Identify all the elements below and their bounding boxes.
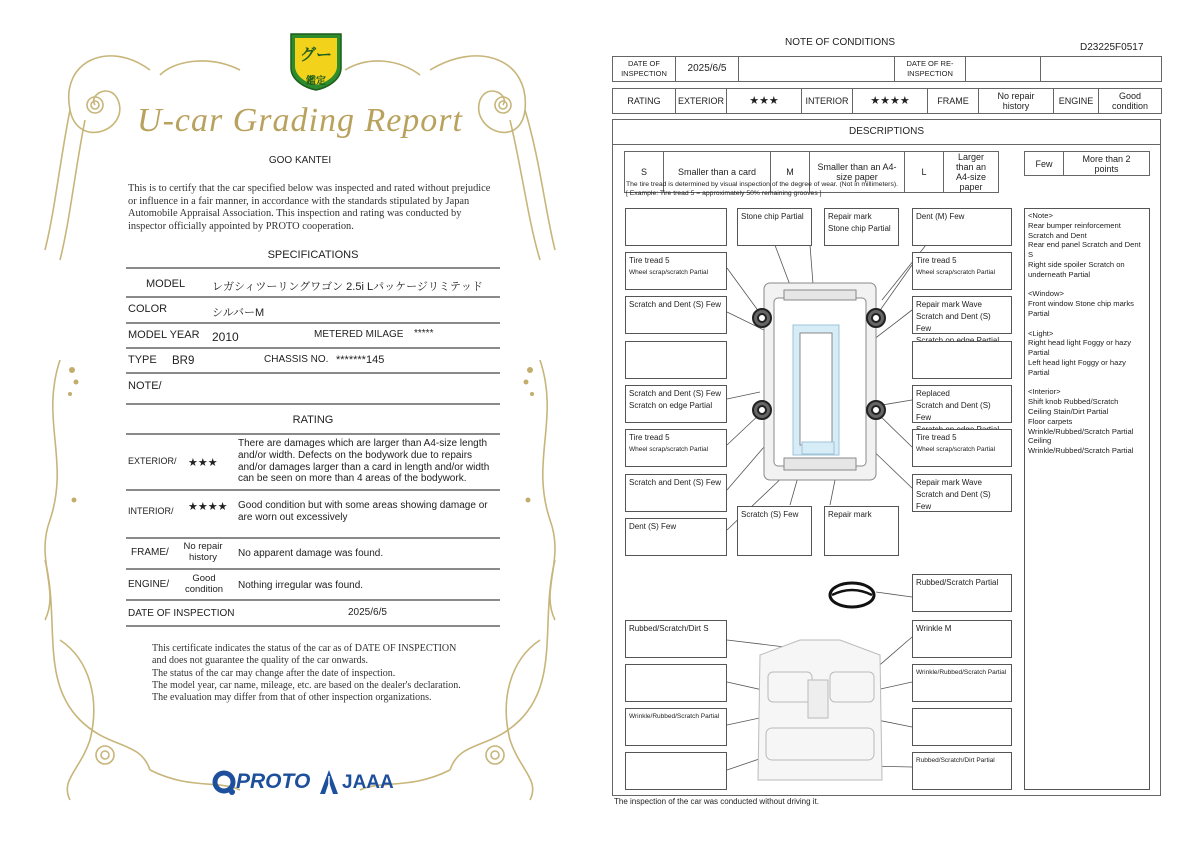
color-label: COLOR [128,303,168,315]
jaaa-logo-text: JAAA [342,772,394,793]
condition-box [912,752,1012,790]
condition-box [912,664,1012,702]
condition-box [625,385,727,423]
condition-text: Scratch and Dent (S) Few [629,300,722,309]
legend-few-desc: More than 2 points [1064,152,1150,176]
condition-box [625,208,727,246]
condition-box [912,474,1012,512]
note-line: <Interior> [1028,387,1061,397]
condition-box [625,620,727,658]
condition-box [912,208,1012,246]
note-line [1028,319,1146,329]
exterior-stars: ★★★ [188,457,218,469]
condition-text: Stone chip Partial [741,212,804,221]
condition-text: Repair mark Wave [916,300,982,309]
rating-heading: RATING [292,414,334,426]
exterior-description: There are damages which are larger than A4-size length and/or width. Defects on the bodywork due to repairs and/or damages larger than a card in length and/or width can be seen on more than 4 areas of the bodywork. [238,438,490,485]
condition-box [625,429,727,467]
certificate-title: U-car Grading Report [137,102,463,139]
model-year-label: MODEL YEAR [128,329,200,341]
condition-box [912,620,1012,658]
legend-l: L [905,152,944,193]
condition-box [625,752,727,790]
condition-text: Tire tread 5 [916,256,957,265]
interior-label: INTERIOR [802,89,853,114]
date-value: 2025/6/5 [348,607,387,618]
date-reinspection-label: DATE OF RE-INSPECTION [895,57,966,82]
condition-box [824,208,899,246]
mileage-value: ***** [414,328,434,339]
condition-text: Tire tread 5 [629,433,670,442]
type-label: TYPE [128,354,157,366]
note-line: Ceiling [1028,436,1052,446]
model-year-value: 2010 [212,330,239,344]
note-line: <Note> [1028,211,1053,220]
date-row [126,601,500,627]
frame-value: No repair history [183,541,223,563]
note-line: Shift knob Rubbed/Scratch [1028,397,1119,407]
condition-text: Rubbed/Scratch/Dirt S [629,624,709,633]
condition-box [625,252,727,290]
condition-text: Repair mark Wave [916,478,982,487]
condition-text: Replaced [916,389,950,398]
spec-row-color [126,298,500,324]
condition-box [737,208,812,246]
frame-label: FRAME [928,89,979,114]
exterior-stars: ★★★ [727,89,802,114]
car-top-view [764,283,876,480]
interior-stars: ★★★★ [188,501,228,513]
engine-description: Nothing irregular was found. [238,580,364,591]
condition-box [912,385,1012,423]
condition-box [625,296,727,334]
exterior-label: EXTERIOR/ [128,456,177,466]
chassis-label: CHASSIS NO. [264,354,329,365]
car-interior-view [758,640,882,780]
condition-box [824,506,899,556]
tire-note-line: [ Example: Tire tread 5 = approximately 50% remaining grooves ] [626,190,822,197]
certificate-disclaimer [152,643,472,704]
condition-box [912,296,1012,334]
condition-text: Wheel scrap/scratch Partial [916,446,996,453]
note-line: Right head light Foggy or hazy Partial [1028,338,1131,358]
legend-m: M [771,152,810,193]
condition-text: Wheel scrap/scratch Partial [916,269,996,276]
date-label: DATE OF INSPECTION [128,608,235,619]
disclaimer-line: The model year, car name, mileage, etc. are based on the dealer's declaration. [152,679,461,691]
svg-text:グー: グー [299,45,333,64]
proto-logo-icon [212,770,236,796]
frame-value: No repair history [979,89,1054,114]
condition-box [912,252,1012,290]
condition-text: Wheel scrap/scratch Partial [629,269,709,276]
legend-s: S [625,152,664,193]
certificate-intro: This is to certify that the car specified below was inspected and rated without prejudice or influence in a fair manner, in accordance with the standards stipulated by Japan Automobile Appraisal Association. This inspection and rating was conducted by inspector officially appointed by PROTO cooperation. [128,183,491,232]
note-line: Ceiling Stain/Dirt Partial [1028,406,1109,416]
condition-text: Wheel scrap/scratch Partial [629,446,709,453]
legend-m-desc: Smaller than an A4-size paper [810,152,905,193]
condition-text: Dent (S) Few [629,522,677,531]
color-value: シルバーM [212,307,265,319]
note-of-conditions [600,0,1200,848]
frame-rating-row [126,539,500,570]
condition-box [625,708,727,746]
disclaimer-line: The status of the car may change after the date of inspection. [152,667,396,679]
proto-logo-text: PROTO [236,770,311,793]
steering-wheel-icon [830,583,874,607]
note-line: Wrinkle/Rubbed/Scratch Partial [1028,446,1134,456]
exterior-label: EXTERIOR [676,89,727,114]
spec-row-type [126,349,500,374]
interior-description: Good condition but with some areas showing damage or are worn out excessively [238,500,488,523]
tire-note-line: The tire tread is determined by visual inspection of the degree of wear. (Not in millimeters). [626,181,898,188]
condition-text: Repair mark [828,510,872,519]
date-inspection-value: 2025/6/5 [676,57,739,82]
engine-rating-row [126,570,500,601]
divider [126,267,500,269]
condition-box [625,341,727,379]
report-footer: The inspection of the car was conducted without driving it. [614,797,819,806]
note-line: Floor carpets [1028,416,1073,426]
condition-text: Tire tread 5 [916,433,957,442]
certificate-subtitle: GOO KANTEI [268,155,332,166]
report-title: NOTE OF CONDITIONS [785,37,895,48]
engine-value: Good condition [1099,89,1162,114]
rating-label: RATING [613,89,676,114]
exterior-rating-row [126,437,500,491]
spec-row-year [126,324,500,349]
note-line: Rear bumper reinforcement Scratch and Dent [1028,220,1121,240]
note-line: <Light> [1028,328,1054,338]
interior-rating-row [126,491,500,539]
condition-text: Scratch and Dent (S) Few [916,312,991,333]
descriptions-heading: DESCRIPTIONS [612,119,1161,145]
chassis-value: *******145 [336,354,385,366]
badge-label: 鑑定 [306,76,326,87]
condition-box [912,429,1012,467]
legend-l-desc: Larger than an A4-size paper [944,152,999,193]
condition-text: Scratch and Dent (S) Few [629,478,722,487]
condition-box [912,708,1012,746]
type-value: BR9 [172,355,195,367]
condition-text: Wrinkle M [916,624,952,633]
condition-box [625,518,727,556]
note-line: Wrinkle/Rubbed/Scratch Partial [1028,426,1134,436]
condition-box [625,474,727,512]
condition-text: Scratch and Dent (S) Few [916,490,991,511]
condition-text: Wrinkle/Rubbed/Scratch Partial [629,713,720,720]
document-id: D23225F0517 [1080,42,1144,53]
condition-text: Scratch on edge Partial [629,401,713,410]
interior-label: INTERIOR/ [128,506,174,516]
jaaa-logo-icon [318,768,340,796]
condition-box [912,574,1012,612]
model-label: MODEL [146,278,186,290]
condition-text: Rubbed/Scratch Partial [916,578,999,587]
condition-text: Wrinkle/Rubbed/Scratch Partial [916,669,1007,676]
legend-s-desc: Smaller than a card [664,152,771,193]
notes-panel [1024,208,1150,790]
spec-row-model [126,272,500,298]
condition-text: Tire tread 5 [629,256,670,265]
condition-box [912,341,1012,379]
condition-box [625,664,727,702]
frame-description: No apparent damage was found. [238,548,384,559]
note-label: NOTE/ [128,380,162,392]
specifications-heading: SPECIFICATIONS [267,249,359,261]
condition-text: Rubbed/Scratch/Dirt Partial [916,757,995,764]
interior-stars: ★★★★ [853,89,928,114]
notes-list [1028,211,1146,456]
note-line [1028,378,1146,388]
legend-few: Few [1025,152,1064,176]
condition-text: Scratch and Dent (S) Few [629,389,722,398]
spec-row-note [126,374,500,405]
date-inspection-label: DATE OF INSPECTION [613,57,676,82]
note-line: <Window> [1028,289,1064,299]
disclaimer-line: This certificate indicates the status of the car as of DATE OF INSPECTION and does not guarantee the quality of the car onwards. [152,643,457,667]
engine-label: ENGINE [1054,89,1099,114]
frame-label: FRAME/ [131,547,169,558]
condition-text: Scratch (S) Few [741,510,799,519]
engine-value: Good condition [184,573,224,595]
note-line: Front window Stone chip marks Partial [1028,299,1134,318]
engine-label: ENGINE/ [128,579,170,590]
condition-text: Dent (M) Few [916,212,965,221]
divider [126,433,500,435]
condition-text: Repair mark [828,212,872,221]
condition-box [737,506,812,556]
mileage-label: METERED MILAGE [314,329,404,340]
condition-text: Scratch and Dent (S) Few [916,401,991,422]
disclaimer-line: The evaluation may differ from that of other inspection organizations. [152,692,432,704]
condition-text: Stone chip Partial [828,224,891,233]
note-line [1028,280,1146,290]
note-line: Left head light Foggy or hazy Partial [1028,357,1126,377]
model-value: レガシィツーリングワゴン 2.5i Lパッケージリミテッド [212,281,483,293]
note-line: Rear end panel Scratch and Dent S [1028,240,1141,260]
note-line: Right side spoiler Scratch on underneath Partial [1028,259,1125,279]
